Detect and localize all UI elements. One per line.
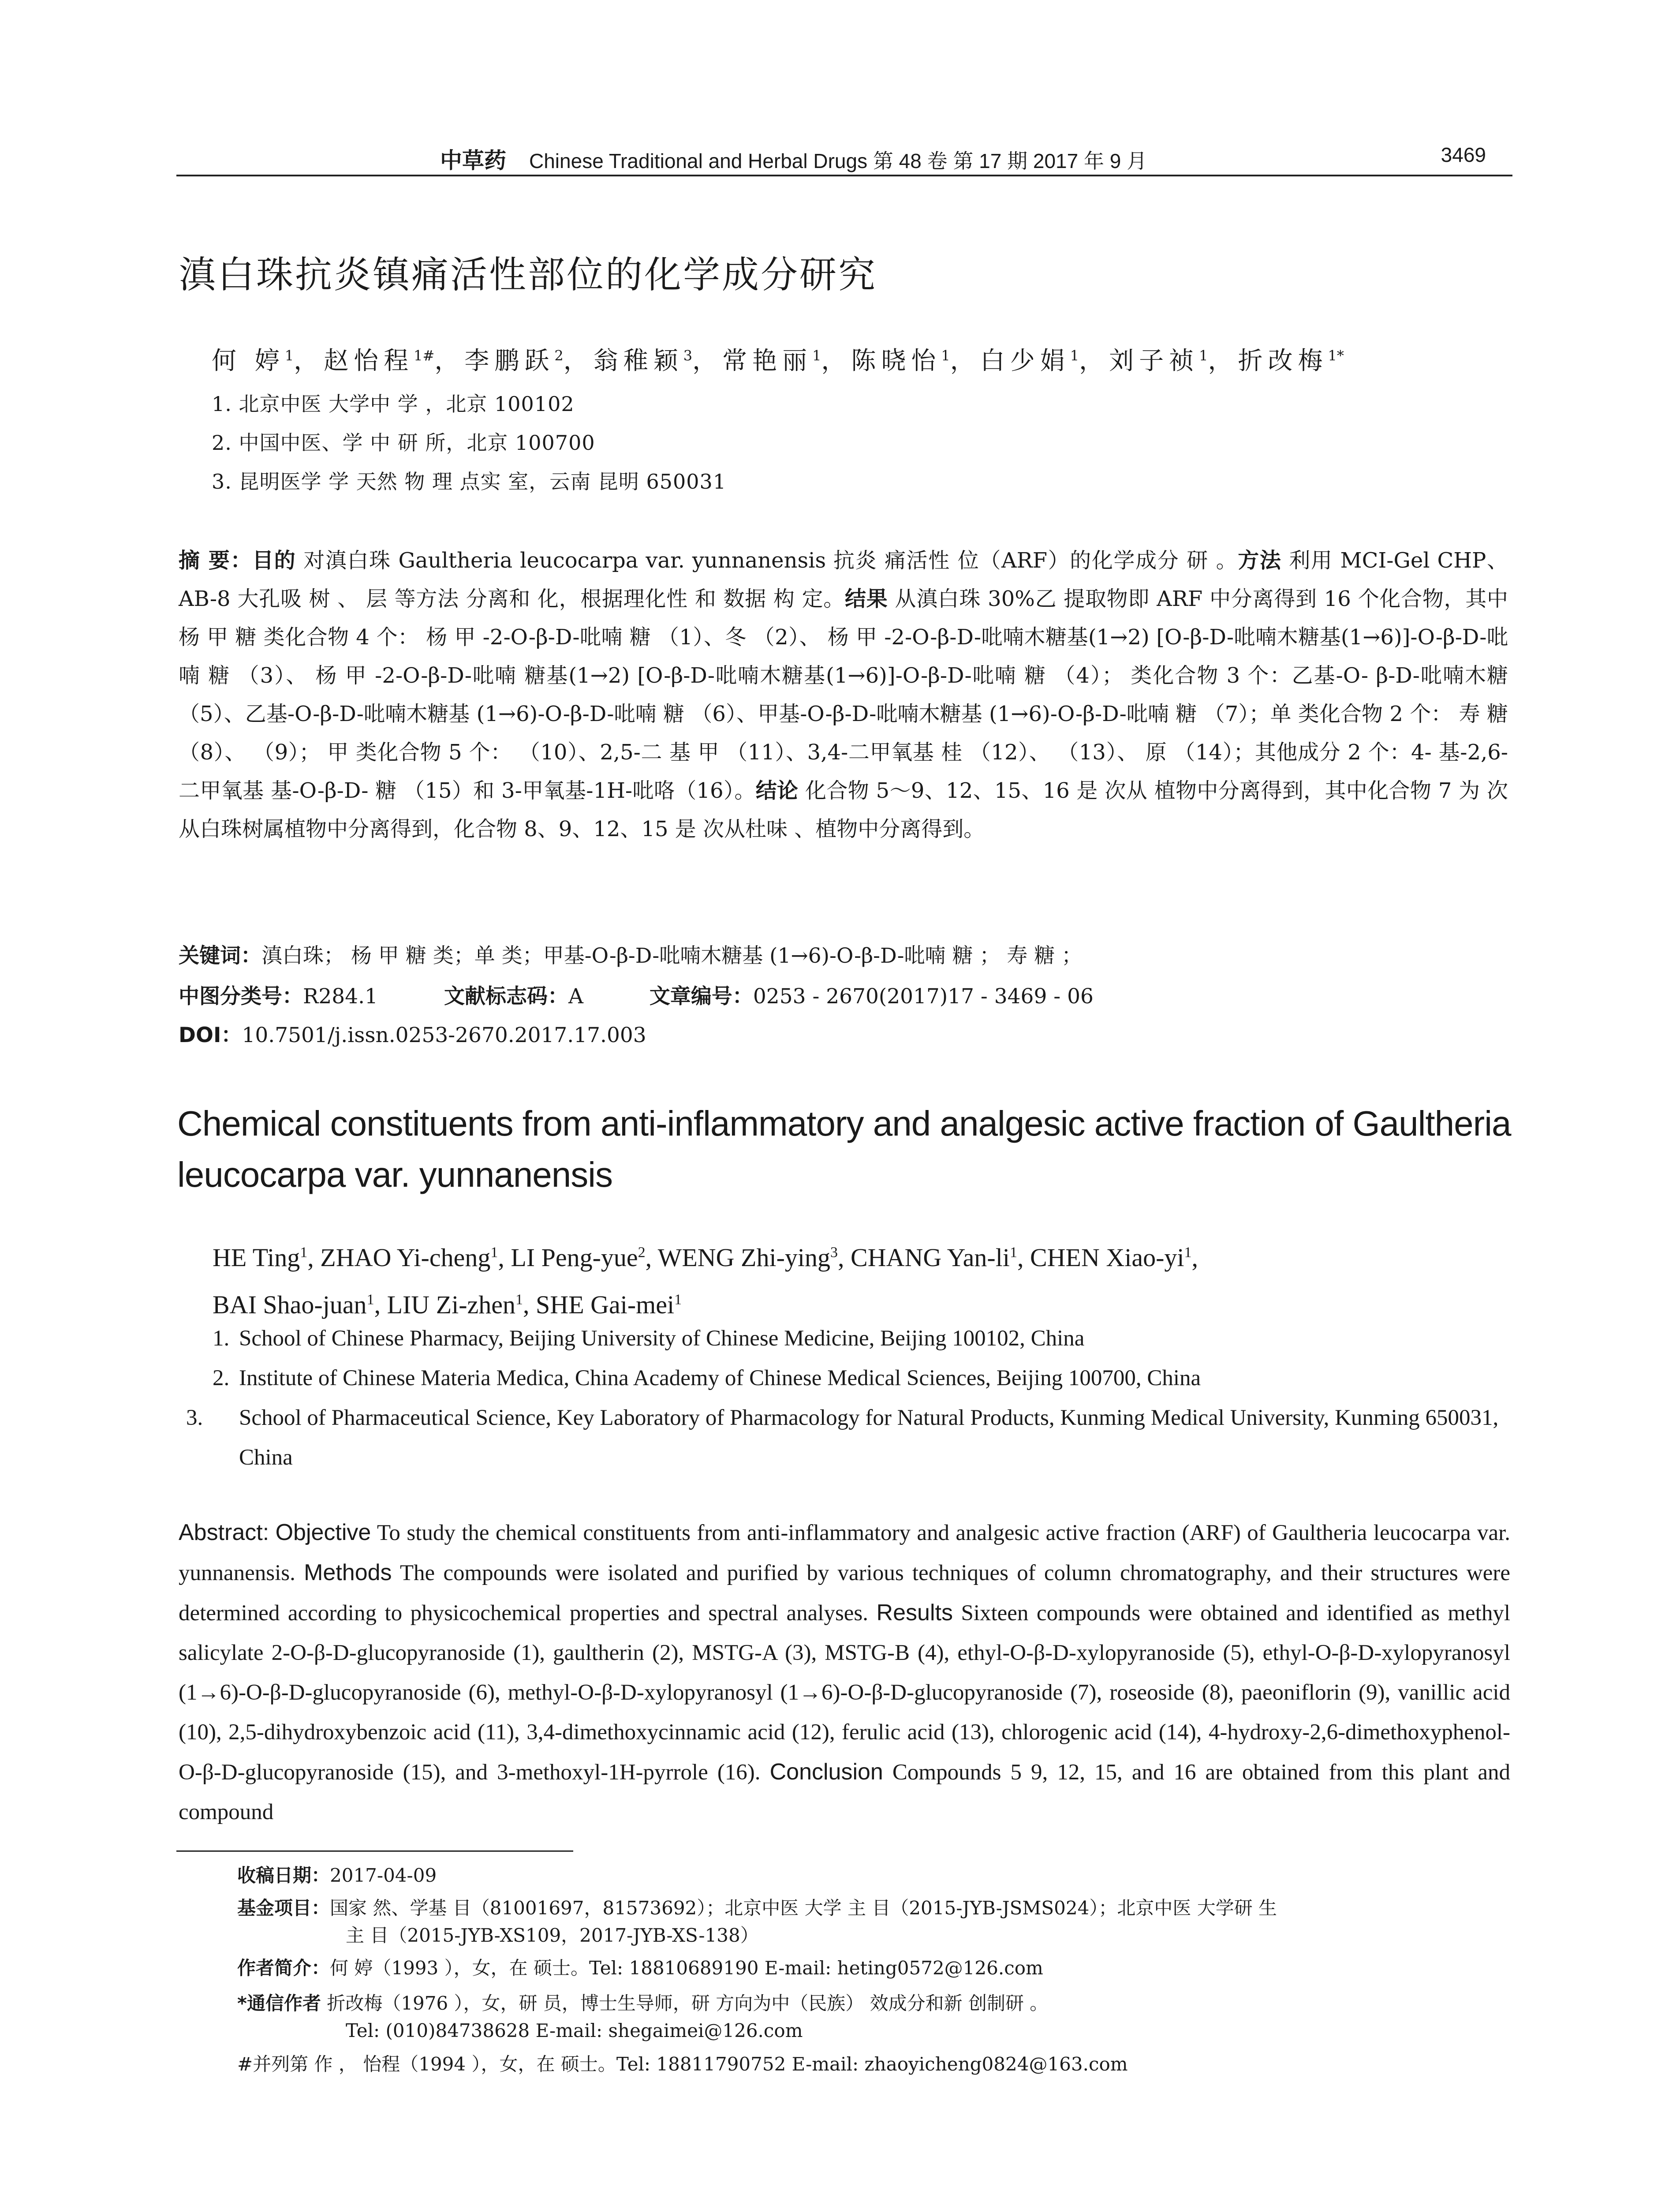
conclusion-text-en: Compounds 5 9, 12, 15, and 16 are obtained from this plant and compound [179, 1760, 1511, 1824]
affiliation-cn-1: 1. 北京中医 大学中 学 ，北京 100102 [212, 392, 575, 416]
clc-label: 中图分类号： [179, 984, 303, 1009]
doi-label: DOI： [179, 1023, 242, 1047]
author-en: LI Peng-yue$^2$ [511, 1243, 646, 1272]
objective-label-cn: 目的 [252, 548, 296, 573]
journal-name-cn: 中草药 [440, 147, 506, 173]
methods-label-cn: 方法 [1238, 548, 1282, 573]
author-cn: 赵怡程$^{1\#}$ [324, 347, 435, 375]
doi-line [179, 1019, 646, 1048]
author-cn: 白少娟$^1$ [980, 347, 1079, 375]
author-en: CHEN Xiao-$yi^1$ [1030, 1243, 1192, 1272]
author-cn: 刘子祯$^1$ [1109, 347, 1208, 375]
author-cn: 李鹏跃$^2$ [464, 347, 564, 375]
affiliation-cn-2: 2. 中国中医、学 中 研 所，北京 100700 [212, 431, 595, 455]
clc-value: R284.1 [303, 984, 378, 1009]
methods-text-en: The compounds were isolated and purified by various techniques of column chromatography, and their structures were determined according to physicochemical properties and spectral analyses. [179, 1561, 1511, 1626]
methods-label-en: Methods [304, 1560, 392, 1585]
keywords-cn [179, 939, 1082, 969]
author-cn: 翁稚颖$^3$ [593, 347, 693, 375]
author-en: WENG Zhi-ying$^3$ [657, 1243, 838, 1272]
methods-text-cn: 利用 MCI-Gel CHP、AB-8 大孔吸 树 、 层 等方法 分离和 化，根据理化性 和 数据 构 定。 [179, 548, 1508, 611]
corresponding-author: *通信作者 折改梅（1976 ），女，研 员，博士生导师，研 方向为中（民族） 效成分和新 创制研 。 Tel: (010)84738628 E-mail: shegaimei@126.com [237, 1992, 1049, 2041]
doc-code-value: A [568, 984, 583, 1009]
objective-text-cn: 对滇白珠 Gaultheria leucocarpa var. yunnanensis 抗炎 痛活性 位（ARF）的化学成分 研 。 [296, 548, 1238, 573]
fund-info: 基金项目：国家 然、学基 目（81001697，81573692）；北京中医 大学 主 目（2015-JYB-JSMS024）；北京中医 大学研 生 主 目（2015-JYB-XS109，2017-JYB-XS-138） [237, 1897, 1277, 1946]
author-cn: 常艳丽$^1$ [722, 347, 821, 375]
abstract-cn [179, 542, 1508, 848]
running-header [176, 142, 1512, 176]
author-cn: 陈晓怡$^1$ [851, 347, 950, 375]
conclusion-label-en: Conclusion [769, 1759, 883, 1785]
author-en: BAI Shao-juan$^1$ [213, 1290, 374, 1319]
author-list-cn: 何 婷$^1$，赵怡程$^{1\#}$，李鹏跃$^2$，翁稚颖$^3$，常艳丽$^1$，陈晓怡$^1$，白少娟$^1$，刘子祯$^1$，折改梅$^{1*}$ [212, 347, 1344, 375]
results-label-cn: 结果 [844, 587, 888, 611]
footnote-divider [176, 1850, 573, 1852]
affiliation-en-1: 1. School of Chinese Pharmacy, Beijing University of Chinese Medicine, Beijing 100102, China [213, 1326, 1085, 1351]
abstract-en [179, 1513, 1510, 1832]
author-en: CHANG Yan-$li^1$ [851, 1243, 1017, 1272]
journal-issue: Chinese Traditional and Herbal Drugs 第 48 卷 第 17 期 2017 年 9 月 [529, 149, 1147, 172]
abstract-label-cn: 摘 要： [179, 548, 253, 573]
author-cn: 何 婷$^1$ [212, 347, 294, 375]
author-cn: 折改梅$^{1*}$ [1238, 347, 1344, 375]
article-no-value: 0253 - 2670(2017)17 - 3469 - 06 [753, 984, 1094, 1009]
author-list-en [213, 1232, 1491, 1326]
author-bio: 作者简介：何 婷（1993 ），女，在 硕士。Tel: 18810689190 E-mail: heting0572@126.com [237, 1957, 1043, 1979]
results-text-en: Sixteen compounds were obtained and identified as methyl salicylate 2-O-β-D-glucopyranoside (1), gaultherin (2), MSTG-A (3), MSTG-B (4), ethyl-O-β-D-xylopyranoside (5), ethyl-O-β-D-xylopyranosyl (1→6)-O-β-D-glucopyranoside (6), methyl-O-β-D-xylopyranosyl (1→6)-O-β-D-glucopyranoside (7), roseoside (8), paeoniflorin (9), vanillic acid (10), 2,5-dihydroxybenzoic acid (11), 3,4-dimethoxycinnamic acid (12), ferulic acid (13), chlorogenic acid (14), 4-hydroxy-2,6-dimethoxyphenol-O-β-D-glucopyranoside (15), and 3-methoxyl-1H-pyrrole (16). [179, 1601, 1511, 1785]
objective-label-en: Objective [275, 1520, 371, 1545]
received-date: 收稿日期：2017-04-09 [237, 1865, 437, 1886]
article-title-cn: 滇白珠抗炎镇痛活性部位的化学成分研究 [179, 253, 877, 296]
journal-line [440, 143, 1147, 175]
classification-line [179, 980, 1094, 1009]
doc-code-label: 文献标志码： [444, 984, 568, 1009]
conclusion-text-cn: 化合物 5～9、12、15、16 是 次从 植物中分离得到，其中化合物 7 为 次从白珠树属植物中分离得到，化合物 8、9、12、15 是 次从杜味 、植物中分离得到。 [179, 778, 1508, 841]
affiliation-en-3: 3. School of Pharmaceutical Science, Key Laboratory of Pharmacology for Natural Products, Kunming Medical University, Kunming 650031, China [186, 1405, 1499, 1470]
conclusion-label-cn: 结论 [755, 778, 799, 803]
author-line-en-2: BAI Shao-juan$^1$, LIU Zi-zhen$^1$, SHE Gai-mei$^1$ [213, 1290, 682, 1319]
abstract-label-en: Abstract: [179, 1520, 269, 1545]
affiliation-en-2: 2. Institute of Chinese Materia Medica, China Academy of Chinese Medical Sciences, Beijing 100700, China [213, 1366, 1201, 1390]
affiliation-cn-3: 3. 昆明医学 学 天然 物 理 点实 室，云南 昆明 650031 [212, 470, 727, 493]
results-text-cn: 从滇白珠 30%乙 提取物即 ARF 中分离得到 16 个化合物，其中 杨 甲 糖 类化合物 4 个： 杨 甲 -2-O-β-D-吡喃 糖 （1）、冬 （2）、 杨 甲 -2-O-β-D-吡喃木糖基(1→2) [O-β-D-吡喃木糖基(1→6)]-O-β-D-吡喃 糖 （3）、 杨 甲 -2-O-β-D-吡喃 糖基(1→2) [O-β-D-吡喃木糖基(1→6)]-O-β-D-吡喃 糖 （4）； 类化合物 3 个：乙基-O- β-D-吡喃木糖 （5）、乙基-O-β-D-吡喃木糖基 (1→6)-O-β-D-吡喃 糖 （6）、甲基-O-β-D-吡喃木糖基 (1→6)-O-β-D-吡喃 糖 （7）；单 类化合物 2 个： 寿 糖 （8）、 （9）； 甲 类化合物 5 个： （10）、2,5-二 基 甲 （11）、3,4-二甲氧基 桂 （12）、 （13）、 原 （14）；其他成分 2 个：4- 基-2,6-二甲氧基 基-O-β-D- 糖 （15）和 3-甲氧基-1H-吡咯（16）。 [179, 587, 1508, 803]
author-en: SHE Gai-mei$^1$ [536, 1290, 682, 1319]
author-en: ZHAO Yi-cheng$^1$ [320, 1243, 498, 1272]
keywords-text-cn: 滇白珠； 杨 甲 糖 类；单 类；甲基-O-β-D-吡喃木糖基 (1→6)-O-β-D-吡喃 糖 ； 寿 糖 ； [261, 944, 1083, 968]
co-first-author: #并列第 作 ， 怡程（1994 ），女，在 硕士。Tel: 18811790752 E-mail: zhaoyicheng0824@163.com [237, 2053, 1128, 2075]
doi-value[interactable]: 10.7501/j.issn.0253-2670.2017.17.003 [242, 1023, 646, 1047]
objective-text-en: To study the chemical constituents from anti-inflammatory and analgesic active fraction (ARF) of Gaultheria leucocarpa var. yunnanensis. [179, 1521, 1510, 1585]
author-en: LIU Zi-zhen$^1$ [387, 1290, 523, 1319]
article-title-en: Chemical constituents from anti-inflammatory and analgesic active fraction of Gaultheria leucocarpa var. yunnanensis [177, 1104, 1511, 1194]
article-no-label: 文章编号： [649, 984, 753, 1009]
page-number: 3469 [1441, 143, 1486, 166]
keywords-label-cn: 关键词： [179, 944, 261, 968]
author-en: HE Ting$^1$ [213, 1243, 308, 1272]
results-label-en: Results [876, 1600, 953, 1626]
author-line-en-1: HE Ting$^1$, ZHAO Yi-cheng$^1$, LI Peng-yue$^2$, WENG Zhi-ying$^3$, CHANG Yan-$li^1$, CHEN Xiao-$yi^1$, [213, 1243, 1198, 1272]
